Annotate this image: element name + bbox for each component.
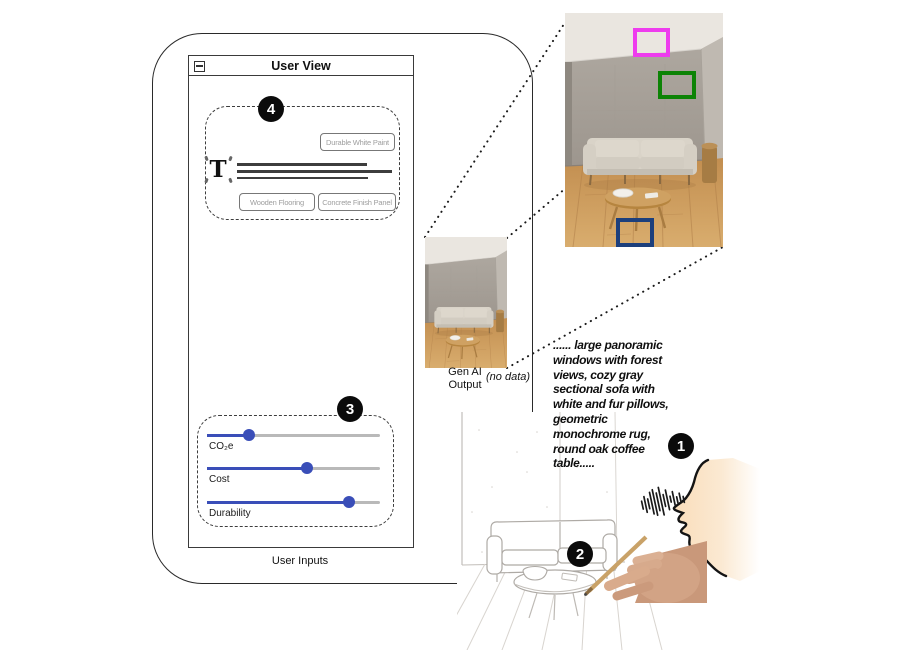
text-tool-icon: [206, 156, 230, 184]
step-badge-1: 1: [668, 433, 694, 459]
material-button-wooden-flooring[interactable]: Wooden Flooring: [239, 193, 315, 211]
step-badge-2: 2: [567, 541, 593, 567]
slider-durability[interactable]: [207, 501, 380, 527]
slider-label: Durability: [209, 508, 251, 519]
text-tool-glyph: T: [209, 156, 227, 183]
drawing-hand-graphic: [583, 525, 707, 603]
slider-thumb[interactable]: [343, 496, 355, 508]
user-inputs-label: User Inputs: [271, 555, 329, 567]
prompt-text: [553, 338, 733, 471]
no-data-note: (no data): [486, 371, 531, 383]
bounding-box-green: [658, 71, 696, 99]
prompt-line: table.....: [553, 456, 595, 471]
slider-label: CO₂e: [209, 441, 234, 452]
slider-label: Cost: [209, 474, 230, 485]
sound-wave-icon: [640, 483, 687, 519]
slider-co2e[interactable]: [207, 434, 380, 460]
material-button-concrete-finish-panel[interactable]: Concrete Finish Panel: [318, 193, 396, 211]
slider-thumb[interactable]: [301, 462, 313, 474]
text-placeholder-line: [237, 177, 368, 180]
gen-ai-output-image: [425, 237, 507, 368]
bounding-box-navy: [616, 218, 654, 247]
slider-thumb[interactable]: [243, 429, 255, 441]
prompt-line: ...... large panoramic: [553, 338, 663, 352]
prompt-line: round oak coffee: [553, 441, 645, 456]
window-titlebar: [189, 56, 413, 76]
slider-track[interactable]: [207, 501, 380, 504]
prompt-line: monochrome rug,: [553, 426, 651, 441]
gen-ai-caption-line1: Gen AI: [448, 366, 482, 378]
step-badge-3: 3: [337, 396, 363, 422]
material-button-durable-white-paint[interactable]: Durable White Paint: [320, 133, 395, 151]
gen-ai-caption-line2: Output: [448, 378, 482, 391]
window-title: User View: [271, 59, 331, 73]
slider-track[interactable]: [207, 434, 380, 437]
prompt-line: views, cozy gray: [553, 367, 643, 382]
prompt-line: white and fur pillows,: [553, 397, 669, 412]
slider-track[interactable]: [207, 467, 380, 470]
prompt-line: geometric: [553, 411, 608, 426]
bounding-box-magenta: [633, 28, 670, 57]
prompt-line: sectional sofa with: [553, 382, 655, 397]
step-badge-4: 4: [258, 96, 284, 122]
prompt-line: windows with forest: [553, 352, 662, 367]
text-placeholder-line: [237, 163, 367, 166]
text-placeholder-line: [237, 170, 392, 173]
slider-cost[interactable]: [207, 467, 380, 493]
